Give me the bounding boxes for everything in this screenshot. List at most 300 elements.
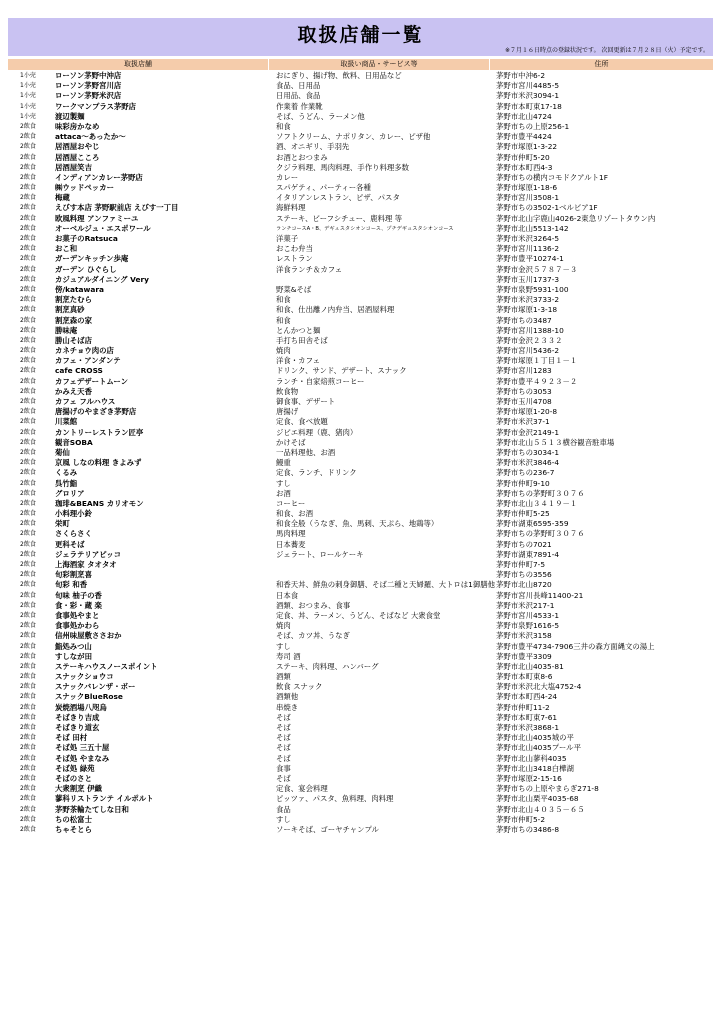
store-category: 2飲食 [20, 713, 36, 721]
store-service: 飲食 スナック [276, 682, 323, 692]
table-row [8, 336, 713, 346]
store-address: 茅野市豊平3309 [496, 651, 552, 661]
store-category: 2飲食 [20, 398, 36, 405]
store-category: 2飲食 [20, 489, 36, 497]
store-category: 2飲食 [20, 336, 36, 344]
table-row [8, 234, 713, 244]
store-category: 2飲食 [20, 571, 36, 579]
store-address: 茅野市ちの上原256-1 [496, 121, 570, 131]
store-address: 茅野市宮川3508-1 [496, 193, 560, 203]
store-category: 2飲食 [20, 591, 36, 599]
table-row [8, 754, 713, 764]
store-category: 2飲食 [20, 469, 36, 477]
store-address: 茅野市ちの3487 [496, 315, 552, 325]
store-category: 2飲食 [20, 622, 36, 630]
store-name: 居酒屋おやじ [55, 142, 100, 152]
store-name: 小料理小鈴 [55, 509, 92, 519]
store-category: 2飲食 [20, 204, 36, 212]
table-row [8, 265, 713, 275]
store-name: 食事処かわら [55, 621, 100, 631]
store-category: 2飲食 [20, 285, 36, 293]
store-service: ジェラート、ロールケーキ [276, 549, 364, 559]
table-row [8, 112, 713, 122]
store-category: 2飲食 [20, 173, 36, 181]
table-row [8, 662, 713, 672]
table-row [8, 499, 713, 509]
table-row [8, 652, 713, 662]
table-row [8, 387, 713, 397]
table-row [8, 672, 713, 682]
table-row [8, 489, 713, 499]
store-category: 2飲食 [20, 357, 36, 365]
store-category: 2飲食 [20, 601, 36, 609]
store-name: 京風 しなの料理 きよみず [55, 458, 142, 468]
store-category: 2飲食 [20, 479, 36, 487]
table-row [8, 428, 713, 438]
table-row [8, 631, 713, 641]
table-row [8, 601, 713, 611]
store-address: 茅野市ちの3034-1 [496, 447, 560, 457]
store-service: 定食、食べ放題 [276, 417, 328, 427]
store-category: 2飲食 [20, 550, 36, 558]
store-name: ガーデンキッチン歩庵 [55, 254, 129, 264]
store-category: 2飲食 [20, 367, 36, 375]
store-name: 呉竹鮨 [55, 478, 78, 488]
store-service: そば [276, 753, 291, 763]
store-service: 定食、丼、ラーメン、うどん、そばなど 大衆食堂 [276, 610, 441, 620]
store-category: 2飲食 [20, 214, 36, 222]
store-name: 珈琲&BEANS カリオモン [55, 498, 144, 508]
store-service: おにぎり、揚げ物、飲料、日用品など [276, 71, 402, 80]
store-service: 和食、仕出離ノ内弁当、居酒屋料理 [276, 305, 395, 315]
store-category: 2飲食 [20, 754, 36, 762]
store-address: 茅野市北山8720 [496, 580, 552, 590]
store-category: 2飲食 [20, 408, 36, 416]
store-category: 2飲食 [20, 418, 36, 426]
store-address: 茅野市ちの3486-8 [496, 824, 560, 834]
store-service: お酒 [276, 488, 291, 498]
table-row [8, 825, 713, 835]
store-category: 2飲食 [20, 734, 36, 742]
store-address: 茅野市仲町5-20 [496, 152, 550, 162]
store-service: 酒類他 [276, 692, 299, 702]
store-address: 茅野市米沢37-1 [496, 417, 550, 427]
store-name: 大衆割烹 伊織 [55, 784, 102, 794]
store-address: 茅野市ちの3053 [496, 386, 552, 396]
store-service: 食品 [276, 804, 291, 814]
store-category: 2飲食 [20, 795, 36, 803]
store-service: 日本蕎麦 [276, 539, 306, 549]
store-category: 2飲食 [20, 530, 36, 538]
store-name: ローソン茅野中沖店 [55, 71, 122, 80]
table-row [8, 743, 713, 753]
title-bar [8, 18, 713, 56]
table-row [8, 254, 713, 264]
store-service: 焼肉 [276, 346, 291, 356]
store-category: 2飲食 [20, 438, 36, 446]
store-name: 食・彩・蔵 楽 [55, 600, 102, 610]
store-address: 茅野市宮川4485-5 [496, 81, 560, 91]
table-row [8, 132, 713, 142]
store-service: おこわ弁当 [276, 244, 313, 254]
store-address: 茅野市ちの上原やまらぎ271-8 [496, 784, 599, 794]
store-address: 茅野市豊平４９２３－２ [496, 376, 578, 386]
store-category: 2飲食 [20, 561, 36, 568]
table-row [8, 346, 713, 356]
table-row [8, 142, 713, 152]
table-row [8, 692, 713, 702]
store-address: 茅野市米沢3733-2 [496, 295, 560, 305]
store-address: 茅野市宮川5436-2 [496, 346, 560, 356]
store-address: 茅野市北山4035プール平 [496, 743, 581, 753]
store-name: ステーキハウスノースポイント [55, 661, 158, 671]
store-address: 茅野市本町西4-24 [496, 692, 558, 702]
store-category: 2飲食 [20, 448, 36, 456]
store-address: 茅野市米沢3094-1 [496, 91, 560, 101]
store-name: くるみ [55, 468, 78, 478]
store-category: 2飲食 [20, 428, 36, 436]
column-header-service: 取扱い商品・サービス等 [269, 59, 489, 70]
store-address: 茅野市宮川1136-2 [496, 244, 560, 254]
store-address: 茅野市金沢2149-1 [496, 427, 560, 437]
store-name: スナックBlueRose [55, 692, 123, 702]
store-service: ソフトクリーム、ナポリタン、カレー、ピザ他 [276, 132, 431, 142]
store-address: 茅野市仲町5-2 [496, 814, 546, 824]
store-address: 茅野市本町東7-61 [496, 712, 558, 722]
store-service: かけそば [276, 437, 306, 447]
store-service: 作業着 作業靴 [276, 101, 323, 111]
store-service: そば [276, 743, 291, 753]
store-category: 2飲食 [20, 275, 36, 283]
store-service: 洋菓子 [276, 234, 299, 243]
store-category: 1小売 [20, 72, 36, 79]
store-name: スナックバレンザ・ボー [55, 682, 136, 692]
store-name: ガーデン ひぐらし [55, 264, 117, 274]
store-category: 2飲食 [20, 703, 36, 711]
store-category: 2飲食 [20, 194, 36, 202]
store-service: そば、カツ丼、うなぎ [276, 631, 350, 641]
store-name: インディアンカレー茅野店 [55, 172, 143, 182]
store-service: スパゲティ、パーティー各種 [276, 183, 371, 193]
store-category: 2飲食 [20, 143, 36, 151]
store-name: さくらさく [55, 529, 92, 539]
table-row [8, 540, 713, 550]
store-name: そば 田村 [55, 733, 88, 743]
store-address: 茅野市北山５５１３横谷観音駐車場 [496, 437, 615, 447]
store-service: 寿司 酒 [276, 651, 301, 661]
store-service: イタリアンレストラン、ピザ、パスタ [276, 193, 400, 203]
table-row [8, 377, 713, 387]
store-name: 更科そば [55, 539, 85, 549]
store-address: 茅野市ちの7021 [496, 539, 552, 549]
table-row [8, 326, 713, 336]
store-category: 2飲食 [20, 764, 36, 772]
store-category: 2飲食 [20, 255, 36, 263]
table-row [8, 591, 713, 601]
store-address: 茅野市本町西4-3 [496, 162, 553, 172]
store-name: グロリア [55, 488, 85, 498]
store-category: 2飲食 [20, 133, 36, 141]
store-address: 茅野市玉川1737-3 [496, 274, 560, 284]
store-service: 焼肉 [276, 621, 291, 631]
table-row [8, 794, 713, 804]
store-address: 茅野市ちの茅野町３０７６ [496, 488, 585, 498]
table-row [8, 285, 713, 295]
store-address: 茅野市米沢北大塩4752-4 [496, 682, 582, 692]
store-category: 2飲食 [20, 306, 36, 314]
store-service: 定食、宴会料理 [276, 784, 328, 794]
store-name: 割烹たむら [55, 295, 92, 305]
store-category: 2飲食 [20, 642, 36, 650]
store-service: 和食全般（うなぎ、魚、馬刺、天ぷら、地鶏等） [276, 519, 439, 529]
store-category: 2飲食 [20, 683, 36, 691]
store-address: 茅野市塚原1-18-6 [496, 183, 558, 193]
store-service: ステーキ、肉料理、ハンバーグ [276, 661, 379, 671]
table-row [8, 621, 713, 631]
store-service: 日用品、食品 [276, 91, 321, 101]
store-name: 菊仙 [55, 447, 70, 457]
store-category: 2飲食 [20, 153, 36, 161]
store-name: カフェ フルハウス [55, 397, 116, 406]
store-name: 栄町 [55, 519, 70, 529]
table-row [8, 122, 713, 132]
store-category: 2飲食 [20, 224, 36, 232]
store-name: そば処 やまなみ [55, 753, 110, 763]
store-address: 茅野市塚原1-20-8 [496, 407, 558, 417]
store-service: クジラ料理、馬肉料理、手作り料理多数 [276, 162, 410, 172]
page-title: 取扱店舗一覧 [297, 24, 424, 46]
store-name: ちの松富士 [55, 814, 92, 824]
store-address: 茅野市北山4035-81 [496, 661, 564, 671]
store-address: 茅野市米沢3264-5 [496, 234, 560, 243]
store-address: 茅野市宮川長峰11400-21 [496, 590, 584, 600]
update-note: ※７月１６日時点の登録状況です。 次回更新は７月２８日（火）予定です。 [505, 47, 709, 54]
store-address: 茅野市北山３４１９－１ [496, 498, 578, 508]
table-row [8, 682, 713, 692]
store-address: 茅野市北山4035城の平 [496, 733, 574, 743]
store-name: cafe CROSS [55, 366, 103, 376]
store-service: ステーキ、ビーフシチュー、鹿料理 等 [276, 213, 403, 223]
store-category: 2飲食 [20, 459, 36, 467]
store-service: レストラン [276, 254, 313, 264]
store-name: 味彩房かなめ [55, 121, 100, 131]
store-service: カレー [276, 172, 299, 182]
store-address: 茅野市宮川1388-10 [496, 325, 564, 335]
store-name: ちゃそとら [55, 824, 92, 834]
store-address: 茅野市金沢２３３２ [496, 335, 563, 345]
table-row [8, 214, 713, 224]
store-category: 2飲食 [20, 662, 36, 670]
table-row [8, 458, 713, 468]
store-service: とんかつと麺 [276, 325, 321, 335]
store-address: 茅野市塚原2-15-16 [496, 773, 562, 783]
table-row [8, 417, 713, 427]
store-service: 唐揚げ [276, 407, 299, 417]
store-address: 茅野市中沖6-2 [496, 71, 546, 80]
table-row [8, 71, 713, 81]
store-name: 勝山そば店 [55, 335, 92, 345]
store-address: 茅野市北山４０３５－６５ [496, 804, 585, 814]
store-name: スナックショウコ [55, 672, 114, 682]
store-service: 和食、お酒 [276, 509, 313, 519]
store-name: attaca～あったか～ [55, 132, 126, 142]
store-service: そば、うどん、ラーメン他 [276, 111, 365, 121]
store-category: 2飲食 [20, 387, 36, 395]
store-address: 茅野市仲町9-10 [496, 478, 550, 488]
store-address: 茅野市豊平4734-7906三井の森方面縄文の湯上 [496, 641, 655, 651]
table-row [8, 784, 713, 794]
table-row [8, 91, 713, 101]
table-row [8, 611, 713, 621]
store-category: 2飲食 [20, 520, 36, 528]
store-address: 茅野市ちの茅野町３０７６ [496, 529, 585, 539]
store-address: 茅野市北山3418白樺湖 [496, 763, 574, 773]
store-name: カジュアルダイニング Very [55, 274, 149, 284]
store-address: 茅野市塚原1-3-22 [496, 142, 558, 152]
store-name: 上海酒家 タオタオ [55, 560, 117, 569]
store-service: すし [276, 814, 291, 824]
store-address: 茅野市仲町5-25 [496, 509, 550, 519]
store-address: 茅野市仲町7-5 [496, 560, 546, 569]
store-category: 2飲食 [20, 347, 36, 355]
store-service: 串焼き [276, 702, 299, 712]
store-category: 2飲食 [20, 316, 36, 324]
store-category: 2飲食 [20, 724, 36, 731]
table-row [8, 448, 713, 458]
table-row [8, 183, 713, 193]
store-address: 茅野市北山5513-142 [496, 223, 569, 233]
store-category: 2飲食 [20, 632, 36, 640]
store-name: 鮨処みつ山 [55, 641, 92, 651]
store-name: カネチョウ肉の店 [55, 346, 114, 356]
store-address: 茅野市北山蓼科4035 [496, 753, 567, 763]
store-service: そば [276, 733, 291, 743]
store-service: 酒、オニギリ、手羽先 [276, 142, 350, 152]
table-row [8, 102, 713, 112]
store-address: 茅野市泉野5931-100 [496, 284, 569, 294]
table-row [8, 713, 713, 723]
store-address: 茅野市豊平10274-1 [496, 254, 564, 264]
store-service: 手打ち田舎そば [276, 335, 328, 345]
table-row [8, 244, 713, 254]
store-name: 割烹森の家 [55, 315, 92, 325]
store-service: 酒類、おつまみ、食事 [276, 600, 351, 610]
store-category: 2飲食 [20, 235, 36, 242]
store-name: 茅野茶輪たてしな日和 [55, 804, 129, 814]
store-name: ローソン茅野宮川店 [55, 81, 122, 91]
store-category: 2飲食 [20, 163, 36, 171]
table-row [8, 642, 713, 652]
table-row [8, 570, 713, 580]
table-row [8, 509, 713, 519]
store-name: 割烹真砂 [55, 305, 85, 315]
store-address: 茅野市北山栗平4035-68 [496, 794, 579, 804]
store-address: 茅野市塚原１丁目１－１ [496, 356, 578, 366]
store-name: 観音SOBA [55, 437, 93, 447]
table-row [8, 438, 713, 448]
store-name: ㈱ウッドペッカー [55, 183, 114, 193]
store-address: 茅野市米沢3868-1 [496, 723, 560, 732]
store-name: 唐揚げのやまざき茅野店 [55, 407, 137, 417]
store-category: 2飲食 [20, 805, 36, 813]
table-row [8, 397, 713, 407]
table-row [8, 815, 713, 825]
store-name: 旬彩割烹喜 [55, 570, 92, 580]
store-name: カフェデザートムーン [55, 376, 129, 386]
store-service: 和食 [276, 121, 291, 131]
table-row [8, 275, 713, 285]
store-category: 2飲食 [20, 581, 36, 589]
table-row [8, 203, 713, 213]
store-category: 2飲食 [20, 377, 36, 385]
store-name: 勝味庵 [55, 325, 78, 335]
store-service: そば [276, 773, 291, 783]
store-service: 飲食物 [276, 386, 299, 396]
store-service: ソーキそば、ゴーヤチャンプル [276, 824, 379, 834]
table-row [8, 764, 713, 774]
table-row [8, 560, 713, 570]
store-name: そば処 三五十屋 [55, 743, 110, 753]
table-row [8, 468, 713, 478]
store-category: 2飲食 [20, 774, 36, 782]
store-category: 2飲食 [20, 296, 36, 304]
store-address: 茅野市仲町11-2 [496, 702, 550, 712]
table-row [8, 407, 713, 417]
column-header-address: 住所 [490, 59, 713, 70]
table-row [8, 580, 713, 590]
store-category: 1小売 [20, 112, 36, 120]
table-row [8, 81, 713, 91]
store-service: すし [276, 641, 291, 651]
store-name: 傍/katawara [55, 284, 104, 294]
table-row [8, 550, 713, 560]
table-row [8, 805, 713, 815]
table-row [8, 519, 713, 529]
store-address: 茅野市北山4724 [496, 111, 552, 121]
store-category: 2飲食 [20, 499, 36, 507]
store-address: 茅野市米沢3846-4 [496, 458, 560, 468]
table-row [8, 366, 713, 376]
store-service: 食事 [276, 763, 291, 773]
store-category: 1小売 [20, 92, 36, 100]
store-address: 茅野市湖東6595-359 [496, 519, 569, 529]
store-service: 海鮮料理 [276, 203, 306, 213]
store-name: ローソン茅野米沢店 [55, 91, 122, 101]
store-name: 信州味屋敷ささおか [55, 631, 122, 641]
store-category: 2飲食 [20, 122, 36, 130]
store-service: 定食、ランチ、ドリンク [276, 468, 357, 478]
store-name: 梅蔵 [55, 193, 70, 203]
store-name: えびす本店 茅野駅前店 えびす一丁目 [55, 203, 179, 213]
store-service: そば [276, 723, 291, 732]
store-category: 1小売 [20, 102, 36, 110]
store-category: 2飲食 [20, 744, 36, 752]
store-service: ランチ・自家焙煎コーヒー [276, 376, 365, 386]
store-service: ピッツァ、パスタ、魚料理、肉料理 [276, 794, 394, 804]
store-name: 旬味 柚子の香 [55, 590, 102, 600]
store-service: 和食 [276, 315, 291, 325]
store-name: かみえ天香 [55, 386, 92, 396]
store-service: 野菜&そば [276, 284, 312, 294]
column-header-store: 取扱店舗 [8, 59, 268, 70]
store-name: 炭焼酒場八咫烏 [55, 702, 107, 712]
store-address: 茅野市宮川1283 [496, 366, 552, 376]
table-row [8, 316, 713, 326]
store-address: 茅野市玉川4708 [496, 397, 552, 406]
store-service: すし [276, 478, 291, 488]
store-service: そば [276, 712, 291, 722]
table-row [8, 305, 713, 315]
